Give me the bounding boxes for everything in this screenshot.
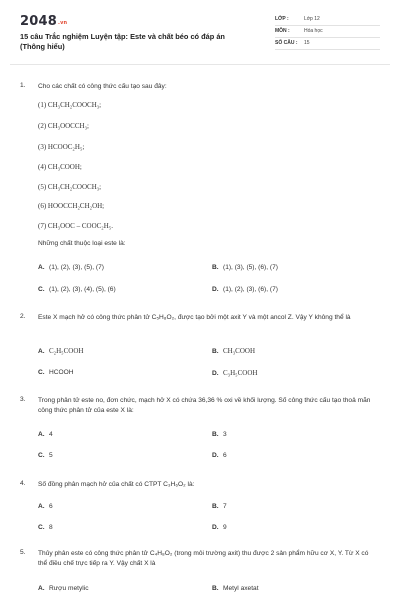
option-letter: D. [212,452,219,459]
site-logo[interactable] [20,14,67,29]
option-d[interactable] [212,452,227,459]
compound-1: (1) CH₃CH₂COOCH₃; [38,101,102,109]
meta-key: SỐ CÂU : [275,40,298,46]
meta-value: Hóa học [304,28,323,34]
header-divider [10,64,390,65]
option-d[interactable] [212,524,227,531]
option-letter: B. [212,431,219,438]
compound-7: (7) CH₃OOC – COOC₂H₅. [38,222,113,230]
option-text: (1), (2), (3), (4), (5), (6) [49,286,116,293]
option-a[interactable] [38,503,53,510]
question-text: Este X mạch hở có công thức phân tử C₅H₈O₂, được tạo bởi một axit Y và một ancol Z. Vậy Y không thể là [38,314,351,321]
option-b[interactable] [212,264,278,271]
option-text: 5 [49,452,53,459]
meta-row-class [275,14,380,26]
option-c[interactable] [38,524,53,531]
option-letter: B. [212,348,219,355]
option-letter: C. [38,452,45,459]
option-letter: D. [212,370,219,377]
option-d[interactable] [212,369,257,377]
meta-row-count [275,38,380,50]
option-a[interactable] [38,585,89,592]
option-letter: B. [212,585,219,592]
meta-value: 15 [304,40,310,46]
option-a[interactable] [38,431,53,438]
option-c[interactable] [38,452,53,459]
option-b[interactable] [212,347,255,355]
compound-2: (2) CH₃OOCCH₃; [38,122,89,130]
logo-main: 2048 [20,14,57,29]
option-text: 6 [49,503,53,510]
compound-5: (5) CH₃CH₂COOCH₃; [38,183,102,191]
question-number: 1. [20,82,26,89]
question-number: 2. [20,313,26,320]
document-header [20,14,380,66]
option-text: C₃H₅COOH [223,369,258,377]
meta-key: MÔN : [275,28,290,34]
option-letter: D. [212,524,219,531]
option-letter: A. [38,503,45,510]
option-letter: A. [38,585,45,592]
compound-6: (6) HOOCCH₂CH₂OH; [38,202,105,210]
question-text: Cho các chất có công thức cấu tạo sau đây: [38,83,167,90]
option-c[interactable] [38,369,74,376]
option-text: CH₃COOH [223,347,255,355]
option-letter: C. [38,286,45,293]
option-letter: A. [38,264,45,271]
meta-info [275,14,380,50]
meta-row-subject [275,26,380,38]
meta-key: LỚP : [275,16,289,22]
option-c[interactable] [38,286,116,293]
option-text: 7 [223,503,227,510]
question-prompt: Những chất thuộc loại este là: [38,240,126,247]
option-letter: C. [38,524,45,531]
compound-3: (3) HCOOC₂H₅; [38,143,85,151]
option-text: (1), (2), (3), (5), (7) [49,264,104,271]
option-b[interactable] [212,503,227,510]
compound-4: (4) CH₃COOH; [38,163,82,171]
document-title: 15 câu Trắc nghiệm Luyện tập: Este và chất béo có đáp án (Thông hiểu) [20,32,225,51]
option-letter: B. [212,503,219,510]
option-text: 8 [49,524,53,531]
question-text: Số đồng phân mạch hở của chất có CTPT C₃H₆O₂ là: [38,481,195,488]
option-letter: D. [212,286,219,293]
option-text: 4 [49,431,53,438]
question-number: 4. [20,480,26,487]
option-text: (1), (2), (3), (6), (7) [223,286,278,293]
question-text: Thủy phân este có công thức phân tử C₄H₈O₂ (trong môi trường axit) thu được 2 sản phẩm hữu cơ X, Y. Từ X có thể điều chế trực tiếp ra Y. Vậy chất X là [38,550,369,567]
question-number: 5. [20,549,26,556]
option-text: C₂H₅COOH [49,347,84,355]
option-text: 6 [223,452,227,459]
option-text: (1), (3), (5), (6), (7) [223,264,278,271]
option-a[interactable] [38,347,83,355]
logo-suffix: .vn [57,20,68,26]
option-d[interactable] [212,286,278,293]
meta-value: Lớp 12 [304,16,320,22]
option-text: Metyl axetat [223,585,259,592]
option-b[interactable] [212,585,259,592]
question-text: Trong phân tử este no, đơn chức, mạch hở X có chứa 36,36 % oxi về khối lượng. Số công thức cấu tạo thoả mãn công thức phân tử của este X là: [38,397,371,414]
option-a[interactable] [38,264,104,271]
option-text: HCOOH [49,369,74,376]
option-text: 9 [223,524,227,531]
option-text: Rượu metylic [49,585,89,592]
option-letter: B. [212,264,219,271]
option-text: 3 [223,431,227,438]
option-letter: A. [38,431,45,438]
option-letter: C. [38,369,45,376]
question-number: 3. [20,396,26,403]
option-b[interactable] [212,431,227,438]
option-letter: A. [38,348,45,355]
